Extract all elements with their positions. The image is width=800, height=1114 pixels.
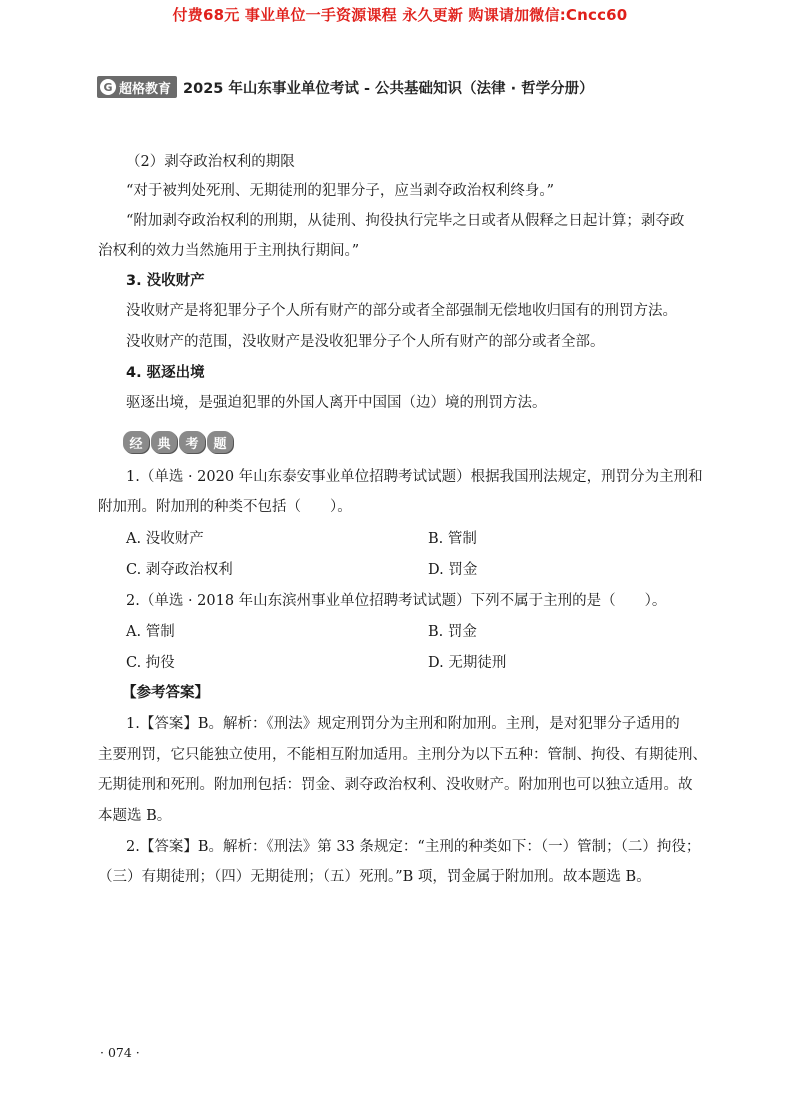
question-1-option-d: D. 罚金 bbox=[428, 562, 478, 578]
promo-banner: 付费68元 事业单位一手资源课程 永久更新 购课请加微信:Cncc60 bbox=[172, 6, 628, 24]
page-number: · 074 · bbox=[100, 1045, 140, 1060]
answer-1: 1.【答案】B。解析：《刑法》规定刑罚分为主刑和附加刑。主刑，是对犯罪分子适用的 bbox=[126, 716, 680, 732]
paragraph: 没收财产的范围，没收财产是没收犯罪分子个人所有财产的部分或者全部。 bbox=[126, 334, 605, 350]
question-1-option-c: C. 剥夺政治权利 bbox=[126, 562, 233, 578]
book-title: 2025 年山东事业单位考试 - 公共基础知识（法律 · 哲学分册） bbox=[183, 80, 594, 97]
question-2-option-a: A. 管制 bbox=[126, 624, 175, 640]
answer-2: （三）有期徒刑；（四）无期徒刑；（五）死刑。”B 项，罚金属于附加刑。故本题选 B。 bbox=[98, 869, 651, 885]
question-2-stem: 2.（单选 · 2018 年山东滨州事业单位招聘考试试题）下列不属于主刑的是（ ）。 bbox=[126, 593, 667, 609]
answer-1: 主要刑罚，它只能独立使用，不能相互附加适用。主刑分为以下五种：管制、拘役、有期徒刑、 bbox=[98, 747, 707, 763]
paragraph: 没收财产是将犯罪分子个人所有财产的部分或者全部强制无偿地收归国有的刑罚方法。 bbox=[126, 303, 677, 319]
question-2-option-d: D. 无期徒刑 bbox=[428, 655, 507, 671]
paragraph: 驱逐出境，是强迫犯罪的外国人离开中国国（边）境的刑罚方法。 bbox=[126, 395, 547, 411]
answer-1: 本题选 B。 bbox=[98, 808, 172, 824]
section-heading-deportation: 4. 驱逐出境 bbox=[126, 365, 205, 381]
logo-text: 超格教育 bbox=[119, 81, 172, 97]
page-header bbox=[97, 75, 594, 99]
answer-2: 2.【答案】B。解析：《刑法》第 33 条规定：“主刑的种类如下：（一）管制；（二）拘役； bbox=[126, 839, 701, 855]
section-heading-confiscation: 3. 没收财产 bbox=[126, 273, 205, 289]
answer-1: 无期徒刑和死刑。附加刑包括：罚金、剥夺政治权利、没收财产。附加刑也可以独立适用。故 bbox=[98, 777, 693, 793]
question-1-stem: 附加刑。附加刑的种类不包括（ ）。 bbox=[98, 499, 352, 515]
question-1-option-b: B. 管制 bbox=[428, 531, 477, 547]
classic-questions-badge bbox=[123, 431, 233, 453]
logo-g-icon: G bbox=[100, 79, 116, 95]
subheading-deprivation-term: （2）剥夺政治权利的期限 bbox=[126, 154, 295, 170]
paragraph: 治权利的效力当然施用于主刑执行期间。” bbox=[98, 243, 360, 259]
badge-char: 经 bbox=[123, 431, 149, 453]
badge-char: 典 bbox=[151, 431, 177, 453]
question-2-option-c: C. 拘役 bbox=[126, 655, 175, 671]
question-1-option-a: A. 没收财产 bbox=[126, 531, 204, 547]
badge-char: 题 bbox=[207, 431, 233, 453]
paragraph: “附加剥夺政治权利的刑期，从徒刑、拘役执行完毕之日或者从假释之日起计算；剥夺政 bbox=[126, 213, 685, 229]
answers-heading: 【参考答案】 bbox=[122, 685, 209, 701]
badge-char: 考 bbox=[179, 431, 205, 453]
paragraph: “对于被判处死刑、无期徒刑的犯罪分子，应当剥夺政治权利终身。” bbox=[126, 183, 555, 199]
question-1-stem: 1.（单选 · 2020 年山东泰安事业单位招聘考试试题）根据我国刑法规定，刑罚分为主刑和 bbox=[126, 469, 703, 485]
question-2-option-b: B. 罚金 bbox=[428, 624, 477, 640]
publisher-logo bbox=[97, 76, 177, 98]
